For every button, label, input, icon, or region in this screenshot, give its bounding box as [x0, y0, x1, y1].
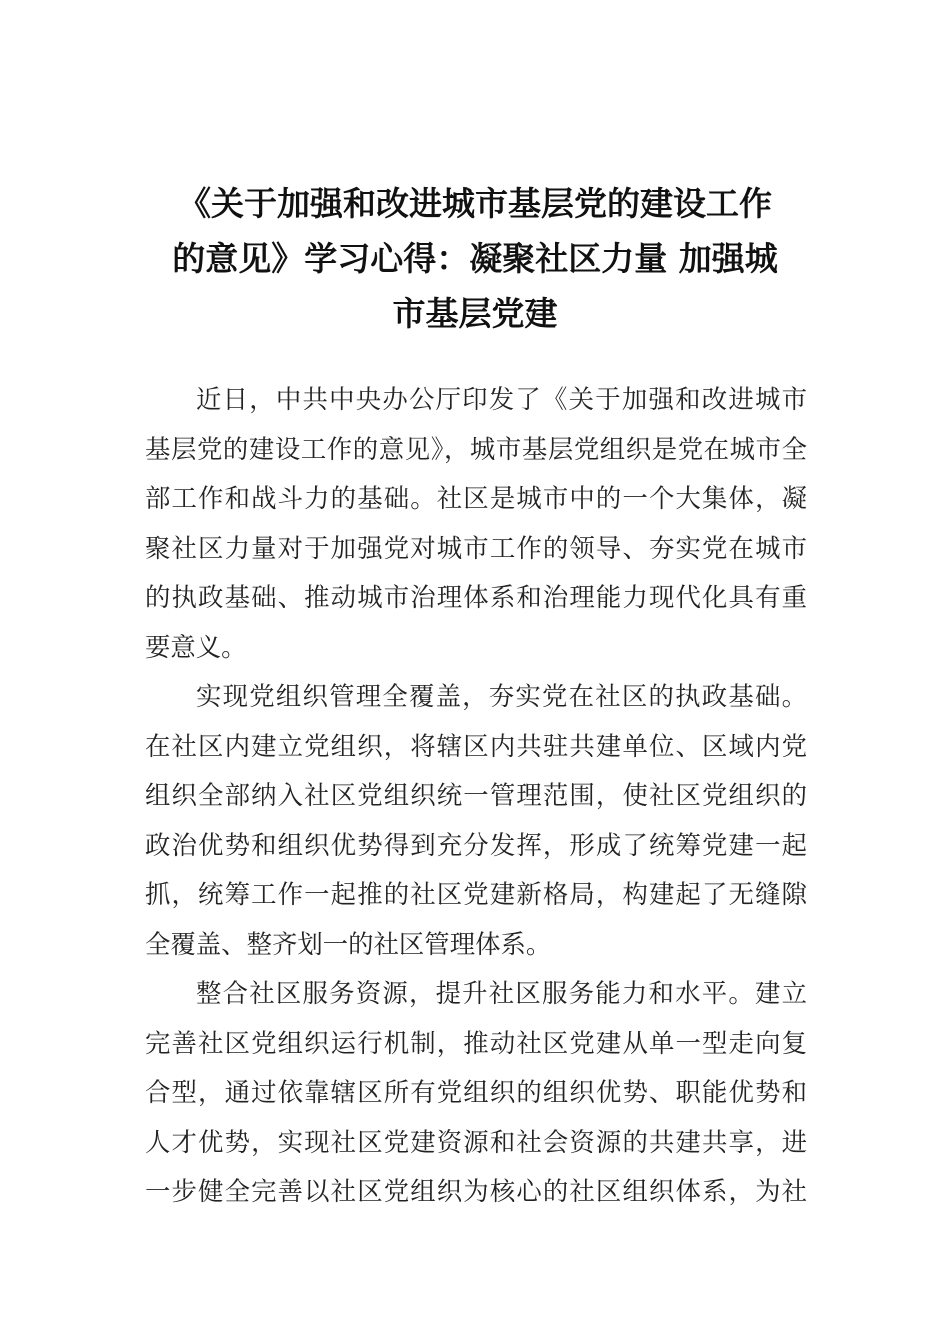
paragraph-2 [145, 672, 807, 969]
paragraph-1 [145, 375, 807, 672]
text-line: 部工作和战斗力的基础。社区是城市中的一个大集体，凝 [145, 483, 807, 513]
text-line: 合型，通过依靠辖区所有党组织的组织优势、职能优势和 [145, 1077, 807, 1107]
title-line: 《关于加强和改进城市基层党的建设工作 [178, 184, 772, 223]
text-line: 人才优势，实现社区党建资源和社会资源的共建共享，进 [145, 1126, 807, 1157]
text-line: 一步健全完善以社区党组织为核心的社区组织体系，为社 [145, 1176, 807, 1206]
text-line: 基层党的建设工作的意见》，城市基层党组织是党在城市全 [145, 433, 807, 464]
title-line: 的意见》学习心得：凝聚社区力量 加强城 [172, 239, 778, 278]
document-body [145, 375, 807, 1217]
text-line: 完善社区党组织运行机制，推动社区党建从单一型走向复 [145, 1027, 807, 1058]
text-line: 的执政基础、推动城市治理体系和治理能力现代化具有重 [145, 582, 807, 612]
text-line: 在社区内建立党组织，将辖区内共驻共建单位、区域内党 [145, 730, 807, 761]
text-line: 要意义。 [145, 631, 247, 662]
text-line: 聚社区力量对于加强党对城市工作的领导、夯实党在城市 [145, 532, 807, 563]
text-line: 政治优势和组织优势得到充分发挥，形成了统筹党建一起 [145, 829, 807, 860]
text-line: 组织全部纳入社区党组织统一管理范围，使社区党组织的 [145, 780, 807, 810]
title-line: 市基层党建 [392, 294, 558, 333]
text-line: 实现党组织管理全覆盖，夯实党在社区的执政基础。 [196, 681, 807, 711]
text-line: 近日，中共中央办公厅印发了《关于加强和改进城市 [196, 384, 807, 414]
paragraph-3 [145, 969, 807, 1217]
text-line: 抓，统筹工作一起推的社区党建新格局，构建起了无缝隙 [145, 879, 807, 909]
document-title [130, 176, 820, 341]
text-line: 整合社区服务资源，提升社区服务能力和水平。建立 [196, 978, 807, 1008]
text-line: 全覆盖、整齐划一的社区管理体系。 [145, 928, 552, 959]
